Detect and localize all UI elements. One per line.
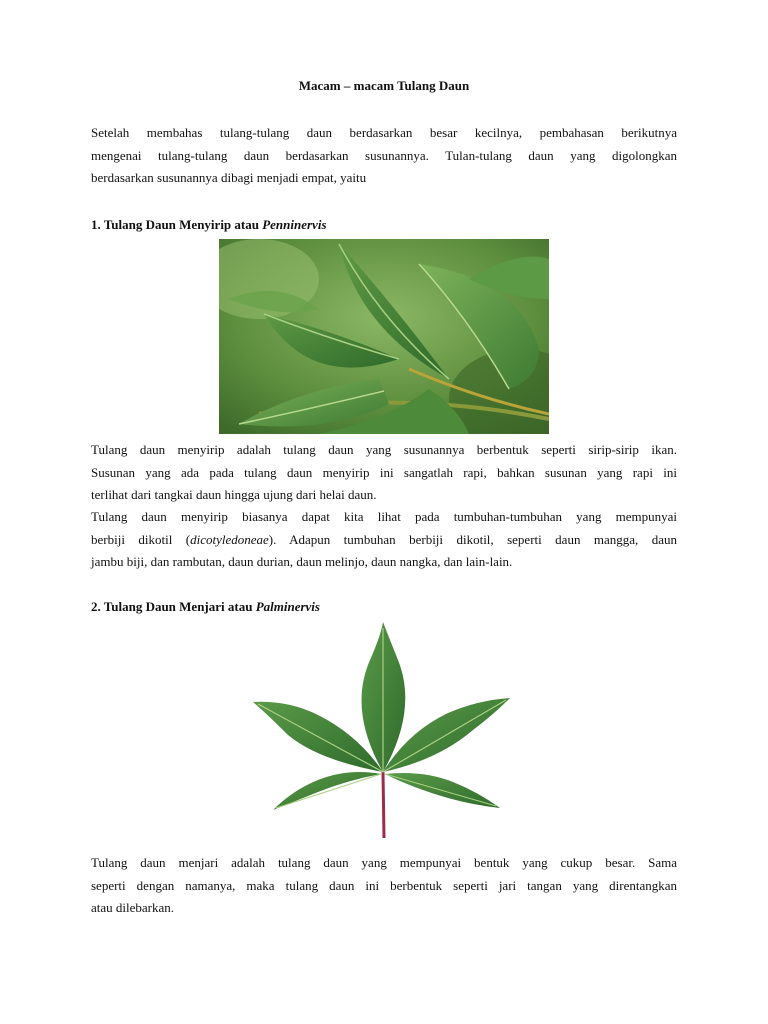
intro-paragraph	[91, 122, 677, 190]
section-1-paragraph-2	[91, 506, 677, 574]
intro-line-2: mengenai tulang-tulang daun berdasarkan susunannya. Tulan-tulang daun yang digolongkan	[91, 147, 677, 163]
section-1-p1-line-2: Susunan yang ada pada tulang daun menyirip ini sangatlah rapi, bahkan susunan yang rapi ini	[91, 464, 677, 480]
intro-line-1: Setelah membahas tulang-tulang daun berdasarkan besar kecilnya, pembahasan berikutnya	[91, 125, 677, 140]
section-2-p1-line-3: atau dilebarkan.	[91, 900, 175, 915]
section-2-p1-line-1: Tulang daun menjari adalah tulang daun yang mempunyai bentuk yang cukup besar. Sama	[91, 855, 677, 870]
section-2-heading-term: Palminervis	[255, 599, 320, 614]
palmate-leaf-image	[248, 620, 518, 842]
section-1-p2-line-1: Tulang daun menyirip biasanya dapat kita lihat pada tumbuhan-tumbuhan yang mempunyai	[91, 509, 677, 524]
section-1-p2-line-2	[91, 529, 677, 552]
section-2-paragraph-1	[91, 852, 677, 920]
section-2-heading-prefix: 2. Tulang Daun Menjari atau	[91, 599, 256, 614]
section-1-p2-line-2-b: ). Adapun tumbuhan berbiji dikotil, seperti daun mangga, daun	[268, 531, 677, 547]
section-1-heading-term: Penninervis	[262, 217, 327, 232]
section-1-p1-line-3: terlihat dari tangkai daun hingga ujung dari helai daun.	[91, 487, 377, 502]
section-1-heading	[91, 217, 327, 233]
section-1-p2-line-2-a: berbiji dikotil (	[91, 531, 191, 547]
section-2-heading	[91, 599, 320, 615]
section-1-p2-line-3: jambu biji, dan rambutan, daun durian, daun melinjo, daun nangka, dan lain-lain.	[91, 554, 513, 569]
section-1-p1-line-1: Tulang daun menyirip adalah tulang daun yang susunannya berbentuk seperti sirip-sirip ikan.	[91, 442, 677, 457]
page-title: Macam – macam Tulang Daun	[298, 78, 470, 93]
pinnate-leaf-photo	[219, 239, 549, 434]
section-1-p2-line-2-term: dicotyledoneae	[190, 531, 269, 547]
intro-line-3: berdasarkan susunannya dibagi menjadi empat, yaitu	[91, 170, 367, 185]
section-2-p1-line-2: seperti dengan namanya, maka tulang daun ini berbentuk seperti jari tangan yang direntangkan	[91, 877, 677, 893]
section-1-paragraph-1	[91, 439, 677, 507]
section-1-heading-prefix: 1. Tulang Daun Menyirip atau	[91, 217, 263, 232]
